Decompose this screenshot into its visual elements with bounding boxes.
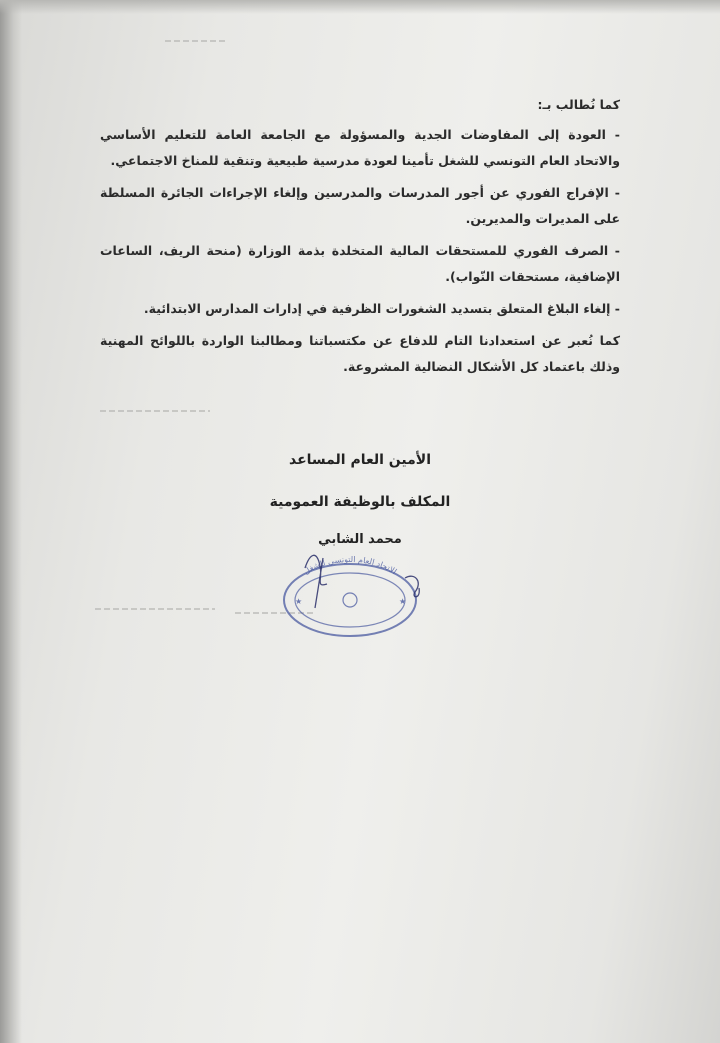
stamp-text: الاتحاد العام التونسي للشغل [301,554,399,577]
svg-text:★: ★ [295,597,303,606]
demand-item: - الصرف الفوري للمستحقات المالية المتخلدة بذمة الوزارة (منحة الريف، الساعات الإضافية، مستحقات النّواب). [100,243,620,284]
demand-item: - العودة إلى المفاوضات الجدية والمسؤولة مع الجامعة العامة للتعليم الأساسي والاتحاد العام التونسي للشغل تأمينا لعودة مدرسية طبيعية وتنقية للمناخ الاجتماعي. [100,127,620,168]
signatory-name: محمد الشابي [318,532,402,547]
official-stamp [275,548,425,640]
letter-body [100,92,620,386]
page-top-shadow [0,0,720,14]
intro-line: كما نُطالب بـ: [537,97,620,112]
svg-text:★: ★ [399,597,407,606]
bleed-through-mark [100,410,210,412]
demand-item: - الإفراج الفوري عن أجور المدرسات والمدرسين وإلغاء الإجراءات الجائرة المسلطة على المديرات والمديرين. [100,185,620,226]
bleed-through-mark [95,608,215,610]
page-edge-shadow [0,0,22,1043]
signatory-department: المكلف بالوظيفة العمومية [269,494,451,510]
demand-item: - إلغاء البلاغ المتعلق بتسديد الشغورات الظرفية في إدارات المدارس الابتدائية. [143,301,620,316]
signatory-title: الأمين العام المساعد [288,452,432,468]
bleed-through-mark [165,40,225,42]
closing-paragraph: كما نُعبر عن استعدادنا التام للدفاع عن مكتسباتنا ومطالبنا الواردة باللوائح المهنية وذلك باعتماد كل الأشكال النضالية المشروعة. [100,333,620,374]
